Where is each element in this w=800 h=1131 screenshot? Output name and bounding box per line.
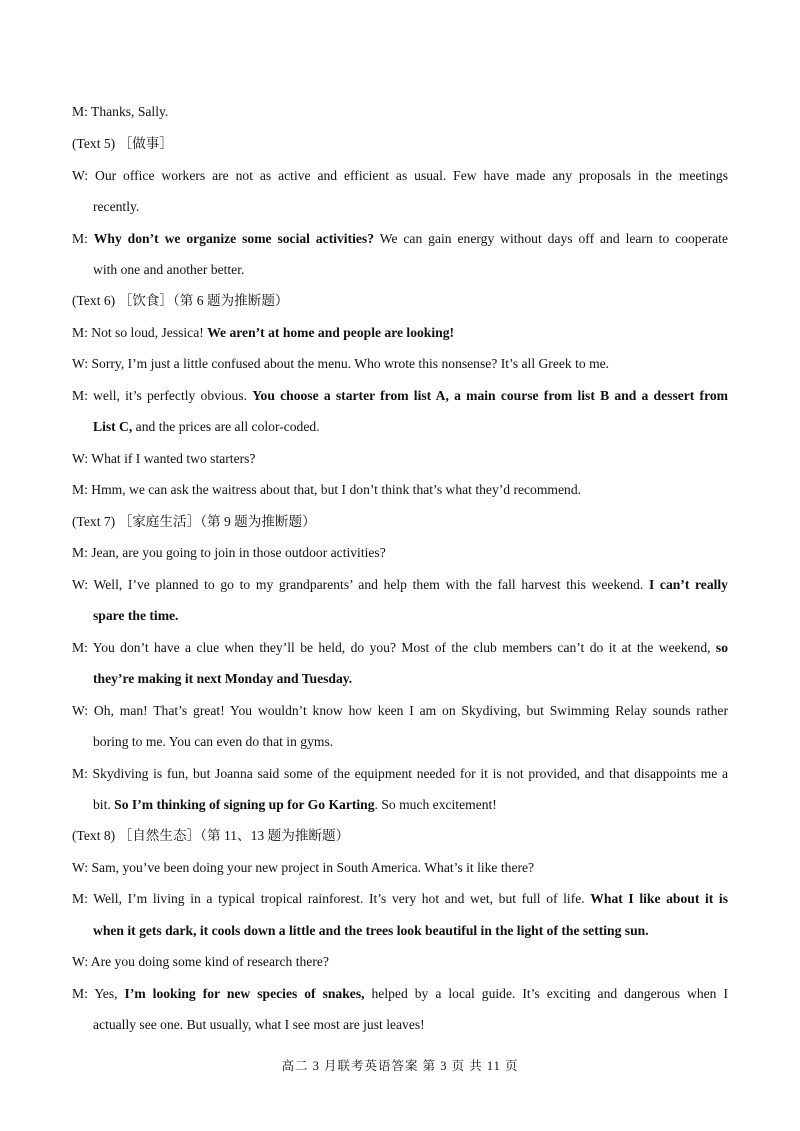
dialogue-line xyxy=(72,766,728,782)
line-text: . So much excitement! xyxy=(374,797,497,812)
dialogue-line xyxy=(72,577,728,593)
section-heading xyxy=(72,514,728,530)
bold-key-text: You choose a starter from list A, a main course from list B and a dessert from xyxy=(252,388,728,403)
line-text: with one and another better. xyxy=(93,262,245,277)
line-text: W: Well, I’ve planned to go to my grandparents’ and help them with the fall harvest this weekend. xyxy=(72,577,649,592)
line-text: W: Our office workers are not as active and efficient as usual. Few have made any proposals in the meetings xyxy=(72,168,728,183)
dialogue-line xyxy=(93,419,728,435)
line-text: boring to me. You can even do that in gyms. xyxy=(93,734,334,749)
line-text: M: Thanks, Sally. xyxy=(72,104,169,119)
line-text: W: Sorry, I’m just a little confused about the menu. Who wrote this nonsense? It’s all Greek to me. xyxy=(72,356,610,371)
bold-key-text: when it gets dark, it cools down a little and the trees look beautiful in the light of the setting sun. xyxy=(93,923,649,938)
line-text: M: Yes, xyxy=(72,986,125,1001)
section-heading xyxy=(72,293,728,309)
bold-key-text: so xyxy=(715,640,728,655)
section-heading xyxy=(72,136,728,152)
dialogue-line xyxy=(72,954,728,970)
line-text: (Text 5) ［做事］ xyxy=(72,136,173,151)
line-text: helped by a local guide. It’s exciting and dangerous when I xyxy=(364,986,728,1001)
line-text: recently. xyxy=(93,199,140,214)
bold-key-text: spare the time. xyxy=(93,608,179,623)
bold-key-text: I’m looking for new species of snakes, xyxy=(124,986,365,1001)
dialogue-line xyxy=(72,451,728,467)
dialogue-line xyxy=(72,388,728,404)
line-text: W: What if I wanted two starters? xyxy=(72,451,256,466)
line-text: W: Are you doing some kind of research there? xyxy=(72,954,329,969)
line-text: and the prices are all color-coded. xyxy=(132,419,320,434)
dialogue-line xyxy=(72,482,728,498)
section-heading xyxy=(72,828,728,844)
dialogue-line xyxy=(93,923,728,939)
line-text: M: You don’t have a clue when they’ll be held, do you? Most of the club members can’t do it at the weekend, xyxy=(72,640,716,655)
line-text: bit. xyxy=(93,797,115,812)
dialogue-line xyxy=(93,1017,728,1033)
line-text: actually see one. But usually, what I see most are just leaves! xyxy=(93,1017,425,1032)
bold-key-text: We aren’t at home and people are looking! xyxy=(207,325,455,340)
dialogue-line xyxy=(72,986,728,1002)
bold-key-text: So I’m thinking of signing up for Go Karting xyxy=(114,797,375,812)
bold-key-text: What I like about it is xyxy=(590,891,728,906)
bold-key-text: they’re making it next Monday and Tuesday. xyxy=(93,671,353,686)
line-text: We can gain energy without days off and learn to cooperate xyxy=(374,231,728,246)
dialogue-line xyxy=(72,860,728,876)
line-text: (Text 6) ［饮食］（第 6 题为推断题） xyxy=(72,293,289,308)
bold-key-text: Why don’t we organize some social activities? xyxy=(93,231,375,246)
page-footer: 高二 3 月联考英语答案 第 3 页 共 11 页 xyxy=(281,1059,519,1073)
dialogue-line xyxy=(72,356,728,372)
dialogue-line xyxy=(72,891,728,907)
dialogue-line xyxy=(93,734,728,750)
dialogue-line xyxy=(72,231,728,247)
line-text: M: Not so loud, Jessica! xyxy=(72,325,208,340)
line-text: W: Sam, you’ve been doing your new project in South America. What’s it like there? xyxy=(72,860,535,875)
line-text: (Text 7) ［家庭生活］（第 9 题为推断题） xyxy=(72,514,316,529)
dialogue-line xyxy=(93,797,728,813)
line-text: M: Skydiving is fun, but Joanna said some of the equipment needed for it is not provided, and that disappoints me a xyxy=(72,766,728,781)
dialogue-line xyxy=(93,608,728,624)
line-text: (Text 8) ［自然生态］（第 11、13 题为推断题） xyxy=(72,828,350,843)
dialogue-line xyxy=(72,640,728,656)
dialogue-line xyxy=(93,262,728,278)
bold-key-text: List C, xyxy=(93,419,133,434)
dialogue-line xyxy=(72,104,728,120)
line-text: M: Hmm, we can ask the waitress about that, but I don’t think that’s what they’d recommend. xyxy=(72,482,582,497)
bold-key-text: I can’t really xyxy=(648,577,728,592)
dialogue-line xyxy=(72,703,728,719)
line-text: M: well, it’s perfectly obvious. xyxy=(72,388,253,403)
dialogue-line xyxy=(72,168,728,184)
line-text: M: xyxy=(72,231,94,246)
line-text: M: Jean, are you going to join in those outdoor activities? xyxy=(72,545,386,560)
line-text: M: Well, I’m living in a typical tropical rainforest. It’s very hot and wet, but full of life. xyxy=(72,891,591,906)
dialogue-line xyxy=(72,545,728,561)
dialogue-line xyxy=(93,199,728,215)
line-text: W: Oh, man! That’s great! You wouldn’t know how keen I am on Skydiving, but Swimming Relay sounds rather xyxy=(72,703,728,718)
dialogue-line xyxy=(72,325,728,341)
dialogue-line xyxy=(93,671,728,687)
